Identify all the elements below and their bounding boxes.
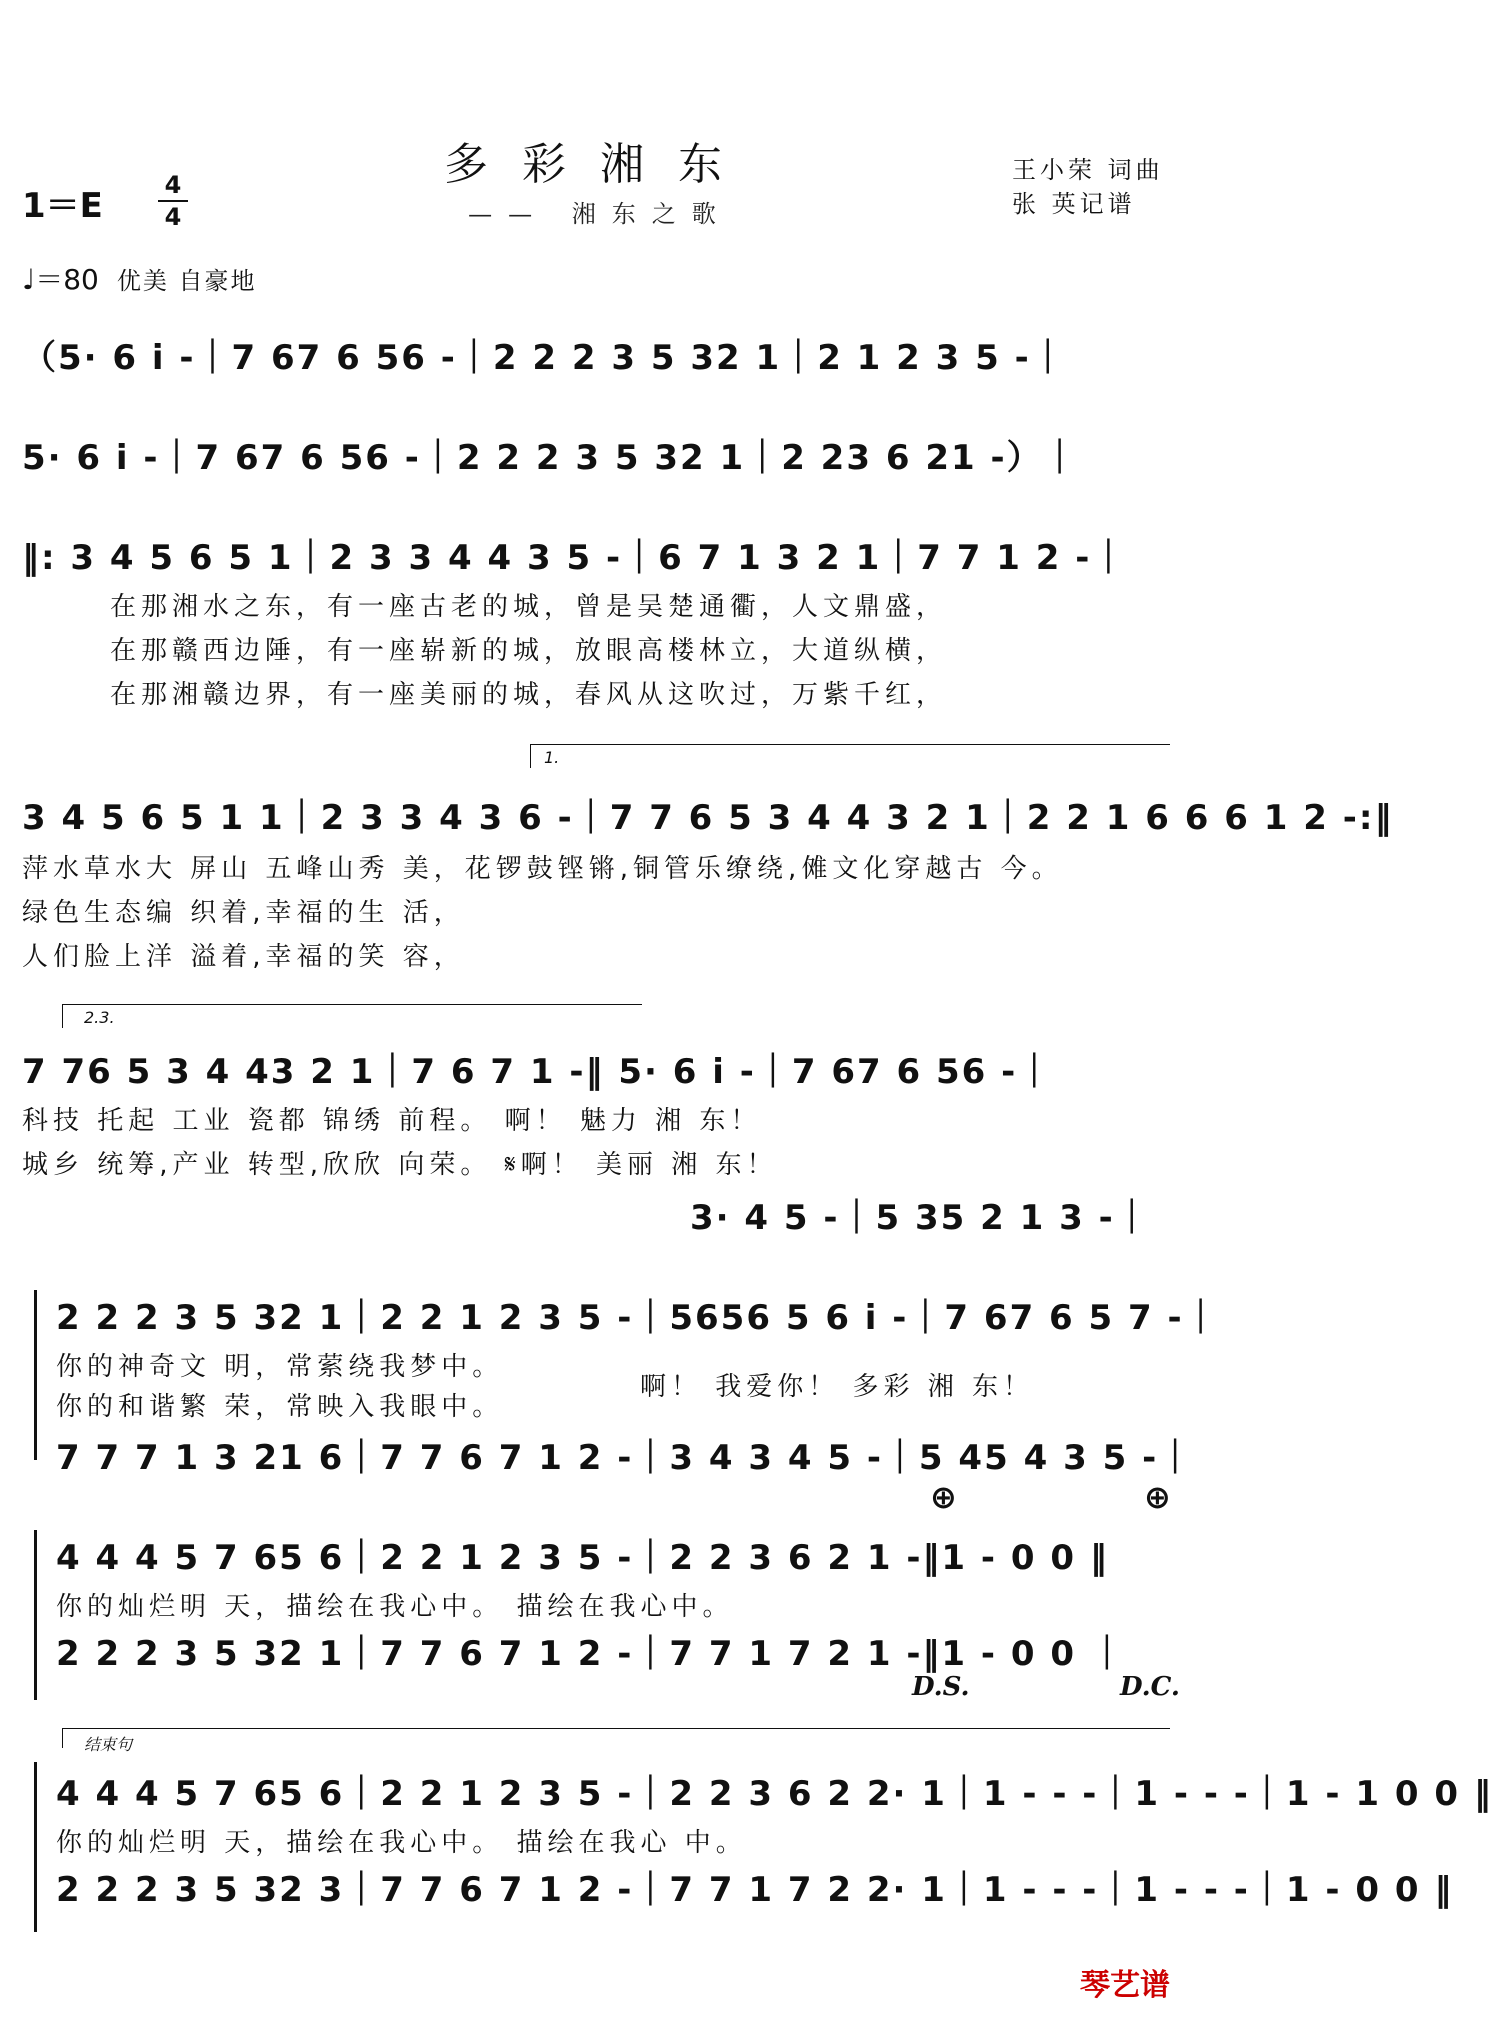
score-row-3-notes: ‖: 3 4 5 6 5 1｜2 3 3 4 4 3 5 -｜6 7 1 3 2 1｜7 7 1 2 -｜	[22, 538, 1128, 578]
composer-credit: 王小荣 词曲	[1012, 156, 1164, 184]
score-row-8-lower-notes: 2 2 2 3 5 32 3｜7 7 6 7 1 2 -｜7 7 1 7 2 2· 1｜1 - - -｜1 - - -｜1 - 0 0 ‖	[56, 1870, 1454, 1910]
tempo-value: ♩＝80	[22, 263, 99, 296]
score-row-7-lyric: 你的灿烂明 天，描绘在我心中。 描绘在我心中。	[56, 1592, 734, 1622]
key-signature: 1＝E	[22, 186, 103, 226]
second-ending-label: 2.3.	[84, 1008, 115, 1027]
score-row-1-notes: （5· 6 i -｜7 67 6 56 -｜2 2 2 3 5 32 1｜2 1 2 3 5 -｜	[22, 338, 1067, 378]
site-watermark-logo: 琴艺谱	[1080, 1968, 1170, 2003]
song-title: 多彩湘东	[444, 139, 756, 190]
score-row-2-notes: 5· 6 i -｜7 67 6 56 -｜2 2 2 3 5 32 1｜2 23 6 21 -）｜	[22, 438, 1079, 478]
time-denominator: 4	[164, 203, 182, 231]
dal-segno-mark: D.S.	[912, 1672, 970, 1702]
score-row-4-lyric-1: 萍水草水大 屏山 五峰山秀 美，花锣鼓铿锵,铜管乐缭绕,傩文化穿越古 今。	[22, 854, 1063, 884]
score-row-7-notes: 4 4 4 5 7 65 6｜2 2 1 2 3 5 -｜2 2 3 6 2 1 -‖1 - 0 0 ‖	[56, 1538, 1109, 1578]
time-signature	[158, 172, 188, 230]
coda-sign-2: ⊕	[1144, 1478, 1171, 1516]
tempo-mark	[22, 258, 256, 298]
first-ending-label: 1.	[544, 748, 560, 767]
score-row-4-lyric-3: 人们脸上洋 溢着,幸福的笑 容，	[22, 942, 465, 972]
score-row-3-lyric-2: 在那赣西边陲，有一座崭新的城，放眼高楼林立，大道纵横，	[110, 636, 948, 666]
score-row-4-notes: 3 4 5 6 5 1 1｜2 3 3 4 3 6 -｜7 7 6 5 3 4 4 3 2 1｜2 2 1 6 6 6 1 2 -:‖	[22, 798, 1394, 838]
score-row-8-notes: 4 4 4 5 7 65 6｜2 2 1 2 3 5 -｜2 2 3 6 2 2· 1｜1 - - -｜1 - - -｜1 - 1 0 0 ‖	[56, 1774, 1493, 1814]
score-row-6-lower-notes: 7 7 7 1 3 21 6｜7 7 6 7 1 2 -｜3 4 3 4 5 -｜5 45 4 3 5 -｜	[56, 1438, 1195, 1478]
mood-text: 优美 自豪地	[116, 267, 257, 295]
score-row-8-lyric: 你的灿烂明 天，描绘在我心中。 描绘在我心 中。	[56, 1828, 747, 1858]
score-row-6-notes: 2 2 2 3 5 32 1｜2 2 1 2 3 5 -｜5656 5 6 i -｜7 67 6 5 7 -｜	[56, 1298, 1220, 1338]
score-row-6-lyric-right: 啊！ 我爱你！ 多彩 湘 东！	[640, 1372, 1035, 1402]
score-row-3-lyric-1: 在那湘水之东，有一座古老的城，曾是吴楚通衢，人文鼎盛，	[110, 592, 948, 622]
score-row-5-lyric-1: 科技 托起 工业 瓷都 锦绣 前程。 啊！ 魅力 湘 东！	[22, 1106, 762, 1136]
coda-sign-1: ⊕	[930, 1478, 957, 1516]
song-subtitle: —— 湘东之歌	[468, 200, 732, 228]
score-row-5-notes: 7 76 5 3 4 43 2 1｜7 6 7 1 -‖ 5· 6 i -｜7 67 6 56 -｜	[22, 1052, 1054, 1092]
ending-phrase-label: 结束句	[84, 1735, 133, 1754]
score-row-5-lyric-2: 城乡 统筹,产业 转型,欣欣 向荣。 𝄋啊！ 美丽 湘 东！	[22, 1150, 778, 1180]
score-row-4-lyric-2: 绿色生态编 织着,幸福的生 活，	[22, 898, 465, 928]
score-row-7-lower-notes: 2 2 2 3 5 32 1｜7 7 6 7 1 2 -｜7 7 1 7 2 1 -‖1 - 0 0 ｜	[56, 1634, 1126, 1674]
score-row-5-lower-notes: 3· 4 5 -｜5 35 2 1 3 -｜	[690, 1198, 1151, 1238]
transcriber-credit: 张 英记谱	[1012, 190, 1136, 218]
da-capo-mark: D.C.	[1120, 1672, 1180, 1702]
time-numerator: 4	[164, 171, 182, 199]
score-row-3-lyric-3: 在那湘赣边界，有一座美丽的城，春风从这吹过，万紫千红，	[110, 680, 948, 710]
score-row-6-lyric-1: 你的神奇文 明，常萦绕我梦中。	[56, 1352, 504, 1382]
score-row-6-lyric-2: 你的和谐繁 荣，常映入我眼中。	[56, 1392, 504, 1422]
